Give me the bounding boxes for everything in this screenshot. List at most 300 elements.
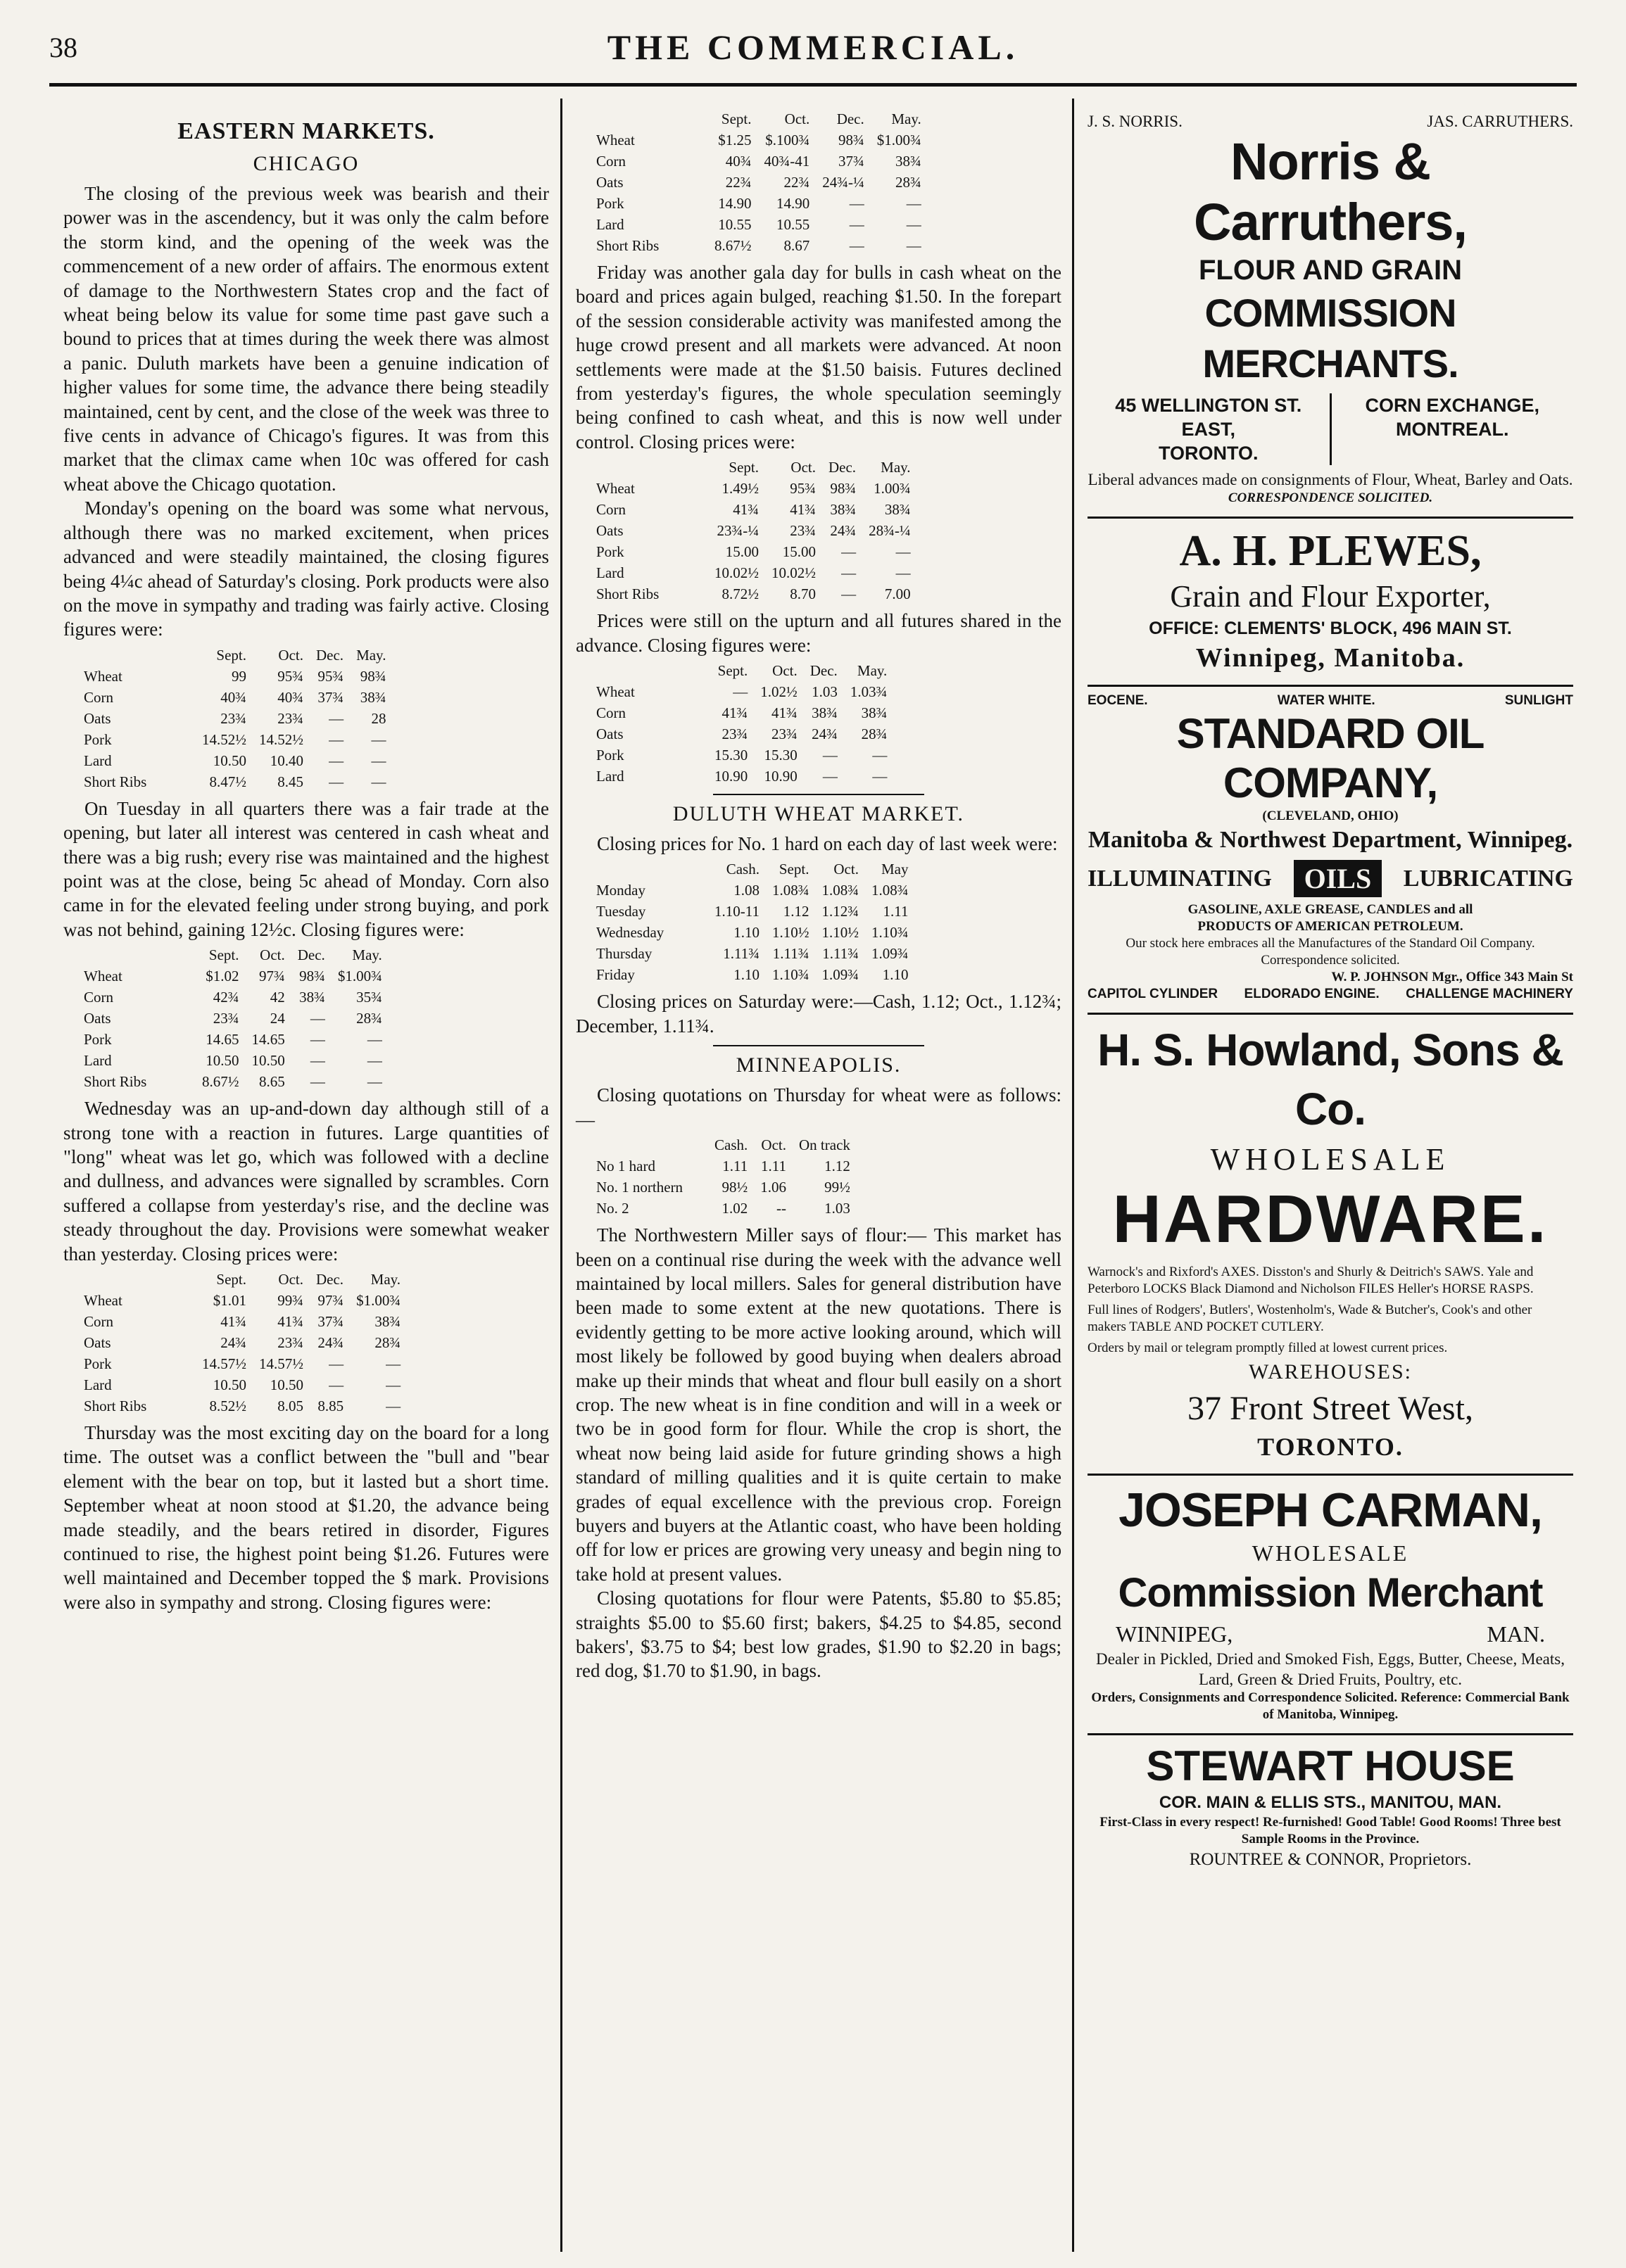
commodity-cell: Wheat: [84, 968, 122, 985]
ad-plewes: [1088, 519, 1573, 687]
ad-body: First-Class in every respect! Re-furnished! Good Table! Good Rooms! Three best Sample Rooms in the Province.: [1099, 1815, 1561, 1846]
price-cell: 8.05: [277, 1398, 303, 1414]
paragraph: The closing of the previous week was bearish and their power was in the ascendency, but it was only the calm before the storm kind, and the opening of the week was the commencement of a new order of affairs. The enormous extent of damage to the Northwestern States crop and the fact of wheat being below its value for some time past gave such a bound to prices that at times during the week there was almost a panic. Duluth markets have been a genuine indication of higher values for some time, the advance there being steadily maintained, cent by cent, and the close of the week was three to five cents in advance of Chicago's figures. It was from this market that the climax came when 10c was offered for cash wheat above the Chicago quotation.: [63, 183, 549, 495]
price-cell: 1.10-11: [714, 903, 760, 920]
table-row: [590, 193, 928, 214]
price-cell: 1.03: [812, 683, 838, 701]
table-row: [77, 687, 392, 708]
montreal-address: [1332, 393, 1574, 465]
table-row: [77, 1311, 407, 1332]
page-number: 38: [49, 32, 77, 63]
price-cell: 23¾: [790, 522, 816, 540]
price-cell: $1.00¾: [356, 1292, 401, 1309]
price-cell: —: [733, 683, 748, 701]
table-header-row: [590, 457, 917, 478]
price-cell: —: [329, 1355, 344, 1372]
toronto-address: [1088, 393, 1332, 465]
price-cell: —: [895, 543, 911, 561]
ad-title: Norris & Carruthers,: [1194, 132, 1467, 251]
table-row: [590, 723, 893, 745]
paragraph: Prices were still on the upturn and all futures shared in the advance. Closing figures were:: [576, 610, 1061, 656]
ad-line: Orders by mail or telegram promptly filled at lowest current prices.: [1088, 1341, 1448, 1355]
column-header: [77, 1269, 196, 1290]
column-header: Cash.: [714, 1136, 748, 1154]
province-label: MAN.: [1487, 1621, 1545, 1647]
price-cell: 28¾: [356, 1010, 382, 1027]
column-header: Oct.: [790, 459, 816, 476]
commodity-cell: Short Ribs: [84, 1398, 147, 1414]
table-row: [77, 771, 392, 792]
paragraph: On Tuesday in all quarters there was a fair trade at the opening, but later all interest was centered in cash wheat and there was a big rush; every rise was maintained and the highest point was at the close, being 5c ahead of Monday. Corn also came in for the elevated feeling under strong buying, and pork was not behind, gaining 12½c. Closing figures were:: [63, 797, 549, 940]
price-cell: —: [822, 747, 838, 764]
column-header: Dec.: [809, 662, 838, 680]
column-header: Sept.: [717, 662, 748, 680]
price-cell: 14.52½: [259, 730, 303, 748]
table-row: [590, 1177, 857, 1198]
column-header: [590, 660, 708, 681]
column-header: May: [881, 861, 909, 878]
price-cell: 98¾: [360, 667, 386, 685]
oil-banner: [1088, 860, 1573, 897]
price-cell: 37¾: [317, 688, 344, 706]
price-cell: 1.10¾: [871, 924, 909, 942]
price-cell: —: [906, 237, 921, 254]
commodity-cell: Pork: [84, 730, 112, 748]
price-cell: 1.03¾: [850, 683, 888, 701]
column-header: [77, 645, 196, 666]
table-header-row: [590, 1134, 857, 1155]
price-cell: 1.10½: [771, 924, 809, 942]
paragraph: Closing prices on Saturday were:—Cash, 1.12; Oct., 1.12¾; December, 1.11¾.: [576, 991, 1061, 1037]
price-cell: 98½: [721, 1179, 748, 1196]
price-cell: 10.50: [270, 1376, 303, 1393]
partner-left: J. S. NORRIS.: [1088, 113, 1183, 130]
price-cell: 24: [270, 1010, 285, 1027]
price-cell: 38¾: [812, 704, 838, 722]
brand-label: CAPITOL CYLINDER: [1088, 987, 1218, 1001]
price-cell: —: [906, 195, 921, 212]
commodity-cell: Lard: [84, 1052, 112, 1070]
ad-headline: Commission Merchant: [1118, 1570, 1543, 1616]
ad-manager: W. P. JOHNSON Mgr., Office 343 Main St: [1331, 970, 1573, 984]
commodity-cell: No 1 hard: [596, 1158, 655, 1175]
grade-label: SUNLIGHT: [1504, 693, 1573, 708]
paragraph: Closing quotations on Thursday for wheat were as follows:—: [576, 1084, 1061, 1130]
price-cell: 8.85: [317, 1398, 344, 1414]
price-cell: 38¾: [299, 989, 325, 1006]
ad-city: TORONTO.: [1257, 1433, 1404, 1461]
table-header-row: [77, 944, 389, 965]
price-cell: —: [822, 768, 838, 785]
price-cell: 1.08¾: [821, 882, 859, 899]
table-row: [590, 702, 893, 723]
column-header: [590, 1134, 708, 1155]
price-table: [590, 108, 928, 256]
column-header: Sept.: [216, 1271, 246, 1288]
price-cell: 37¾: [317, 1313, 344, 1330]
price-cell: 28¾-¼: [869, 522, 911, 540]
ad-title: A. H. PLEWES,: [1179, 527, 1482, 575]
table-row: [590, 880, 914, 901]
commodity-cell: Friday: [596, 966, 635, 984]
price-table: [77, 1269, 407, 1417]
price-cell: 23¾: [277, 709, 303, 727]
price-cell: 38¾: [884, 501, 911, 519]
price-cell: 1.06: [760, 1179, 786, 1196]
ad-reference: Orders, Consignments and Correspondence Solicited. Reference: Commercial Bank of Manitoba, Winnipeg.: [1091, 1690, 1570, 1722]
illuminating-label: ILLUMINATING: [1088, 865, 1272, 892]
commodity-cell: Lard: [84, 1376, 112, 1393]
price-cell: 1.11¾: [772, 945, 809, 963]
partner-right: JAS. CARRUTHERS.: [1427, 113, 1573, 130]
price-cell: 1.02½: [760, 683, 798, 701]
column-header: May.: [356, 646, 386, 664]
commodity-cell: Oats: [84, 1334, 111, 1351]
price-cell: 8.65: [259, 1073, 285, 1091]
column-rule-1: [560, 99, 562, 2252]
table-row: [590, 172, 928, 193]
commodity-cell: Corn: [84, 688, 113, 706]
price-cell: —: [906, 216, 921, 233]
column-header: Sept.: [208, 946, 239, 964]
price-cell: 23¾-¼: [717, 522, 759, 540]
column-header: Dec.: [316, 1271, 344, 1288]
column-header: May.: [857, 662, 888, 680]
table-row: [590, 520, 917, 541]
ad-dept: Manitoba & Northwest Department, Winnipeg.: [1088, 827, 1573, 853]
column-header: Oct.: [278, 646, 303, 664]
column-header: May.: [370, 1271, 401, 1288]
ad-title: STEWART HOUSE: [1146, 1742, 1515, 1789]
price-cell: 8.67: [783, 237, 810, 254]
price-cell: 10.55: [776, 216, 810, 233]
table-row: [590, 151, 928, 172]
chicago-subheading: CHICAGO: [253, 152, 360, 175]
price-cell: —: [841, 585, 857, 603]
price-cell: 99¾: [277, 1292, 303, 1309]
ad-location: [1088, 1619, 1573, 1649]
price-cell: --: [776, 1200, 786, 1217]
price-cell: —: [329, 730, 344, 748]
section-rule: [713, 1045, 924, 1046]
ad-joseph-carman: [1088, 1476, 1573, 1735]
price-cell: 42: [270, 989, 285, 1006]
ad-headline: HARDWARE.: [1112, 1181, 1549, 1257]
column-rule-2: [1072, 99, 1074, 2252]
city-label: WINNIPEG,: [1116, 1621, 1233, 1647]
addresses: [1088, 393, 1573, 465]
table-row: [590, 214, 928, 235]
table-header-row: [77, 1269, 407, 1290]
price-cell: 95¾: [790, 480, 816, 498]
commodity-cell: No. 1 northern: [596, 1179, 683, 1196]
price-cell: 10.90: [714, 768, 748, 785]
table-row: [77, 1332, 407, 1353]
ad-title: H. S. Howland, Sons & Co.: [1097, 1025, 1563, 1134]
commodity-cell: Oats: [596, 726, 624, 743]
price-cell: 23¾: [771, 726, 798, 743]
table-row: [590, 766, 893, 787]
price-cell: 1.09¾: [871, 945, 909, 963]
price-table: [77, 944, 389, 1092]
table-row: [590, 1155, 857, 1177]
table-row: [590, 745, 893, 766]
table-row: [590, 562, 917, 583]
column-header: May.: [352, 946, 382, 964]
ad-place: (CLEVELAND, OHIO): [1262, 809, 1399, 823]
price-cell: 35¾: [356, 989, 382, 1006]
price-cell: 1.10½: [821, 924, 859, 942]
price-cell: 22¾: [725, 174, 752, 191]
paragraph: Thursday was the most exciting day on the board for a long time. The outset was a conflict between the "bull and "bear element with the bear on top, but it lasted but a short time. September wheat at noon stood at $1.20, the advance being made steadily, and the bears retired in disorder, Figures continued to rise, the highest point being $1.26. Futures were well maintained and December topped the $ mark. Provisions were also in sympathy and strong. Closing figures were:: [63, 1422, 549, 1613]
column-header: Cash.: [726, 861, 760, 878]
table-row: [590, 583, 917, 604]
price-cell: 99: [232, 667, 246, 685]
commodity-cell: Pork: [84, 1355, 112, 1372]
price-cell: 40¾-41: [764, 153, 810, 170]
price-cell: 37¾: [838, 153, 864, 170]
column-header: Sept.: [729, 459, 759, 476]
address-line: CORN EXCHANGE,: [1365, 395, 1540, 416]
ad-subtitle: WHOLESALE: [1210, 1142, 1451, 1177]
price-cell: 10.02½: [714, 564, 759, 582]
paragraph: The Northwestern Miller says of flour:— This market has been on a continual rise during the week with the advance well maintained by local millers. Sales for general distribution have been made to some extent at the new quotations. There is evidently getting to be more active looking around, which will most likely be followed by good buying when dealers abroad make up their minds that wheat and flour bull easily on a short crop. The new wheat is in fine condition and will in a week or two be in good form for flour. While the crop is short, the wheat now being laid aside for future grinding shows a high standard of milling qualities and it is quite certain to make grades of equal excellence with the previous crop. Foreign buyers and buyers at the Atlantic coast, who have been holding off for low er prices are growing very uneasy and begin ning to take hold at present values.: [576, 1224, 1061, 1585]
price-cell: —: [329, 1376, 344, 1393]
price-cell: 22¾: [783, 174, 810, 191]
ad-note: CORRESPONDENCE SOLICITED.: [1228, 490, 1433, 505]
commodity-cell: Pork: [84, 1031, 112, 1049]
ad-proprietors: ROUNTREE & CONNOR, Proprietors.: [1189, 1850, 1472, 1869]
price-cell: 8.70: [790, 585, 816, 603]
table-row: [590, 943, 914, 964]
commodity-cell: Short Ribs: [84, 773, 147, 790]
paragraph: Wednesday was an up-and-down day although still of a strong tone with a reaction in futures. Large quantities of "long" wheat was let go, which was followed with a decline and dullness, and advances were signalled by scrambles. Corn suffered a collapse from yesterday's rise, and the decline was steady throughout the day. Provisions were somewhat weaker than yesterday. Closing prices were:: [63, 1098, 549, 1265]
price-cell: —: [367, 1052, 382, 1070]
column-header: Sept.: [721, 110, 752, 127]
commodity-cell: Corn: [596, 153, 626, 170]
column-header: Sept.: [216, 646, 246, 664]
brand-label: CHALLENGE MACHINERY: [1406, 987, 1573, 1001]
table-row: [77, 1353, 407, 1374]
price-cell: 10.02½: [771, 564, 816, 582]
oils-logo: OILS: [1294, 860, 1382, 897]
table-row: [77, 750, 392, 771]
commodity-cell: Corn: [84, 989, 113, 1006]
section-rule: [713, 794, 924, 795]
price-cell: —: [895, 564, 911, 582]
masthead-rule: [49, 83, 1577, 87]
price-cell: 14.52½: [202, 730, 246, 748]
price-cell: —: [329, 752, 344, 769]
partners-line: [1088, 111, 1573, 132]
price-cell: 24¾: [830, 522, 857, 540]
ad-norris-carruthers: [1088, 106, 1573, 519]
price-cell: 7.00: [884, 585, 911, 603]
ad-body: Dealer in Pickled, Dried and Smoked Fish, Eggs, Butter, Cheese, Meats, Lard, Green & Dried Fruits, Poultry, etc.: [1096, 1650, 1565, 1688]
ad-line: GASOLINE, AXLE GREASE, CANDLES and all: [1187, 902, 1473, 917]
price-cell: 1.11: [761, 1158, 786, 1175]
address-line: TORONTO.: [1158, 443, 1259, 464]
price-cell: 38¾: [861, 704, 888, 722]
column-header: May.: [891, 110, 921, 127]
price-cell: 8.47½: [209, 773, 246, 790]
commodity-cell: Oats: [596, 522, 624, 540]
price-cell: —: [872, 747, 888, 764]
price-cell: $1.00¾: [876, 132, 921, 148]
price-cell: 1.08¾: [871, 882, 909, 899]
commodity-cell: Corn: [596, 704, 626, 722]
price-cell: 99½: [824, 1179, 850, 1196]
price-cell: 1.02: [721, 1200, 748, 1217]
commodity-cell: Monday: [596, 882, 645, 899]
column-2: [576, 106, 1061, 1683]
price-cell: 95¾: [317, 667, 344, 685]
price-cell: 41¾: [790, 501, 816, 519]
price-cell: 10.40: [270, 752, 303, 769]
price-cell: 1.10¾: [771, 966, 809, 984]
price-cell: 8.67½: [714, 237, 752, 254]
table-header-row: [590, 660, 893, 681]
column-header: Dec.: [836, 110, 864, 127]
table-row: [590, 1198, 857, 1219]
price-cell: 14.65: [206, 1031, 239, 1049]
price-cell: 23¾: [277, 1334, 303, 1351]
price-cell: 1.12¾: [821, 903, 859, 920]
ad-office: OFFICE: CLEMENTS' BLOCK, 496 MAIN ST.: [1149, 619, 1512, 638]
commodity-cell: Wheat: [84, 1292, 122, 1309]
price-cell: 24¾-¼: [822, 174, 864, 191]
oil-brands: [1088, 986, 1573, 1003]
price-cell: 15.00: [725, 543, 759, 561]
price-cell: 15.30: [764, 747, 798, 764]
price-table: [590, 457, 917, 604]
table-header-row: [590, 859, 914, 880]
price-cell: 40¾: [220, 688, 246, 706]
price-cell: 28¾: [374, 1334, 401, 1351]
ad-subtitle: WHOLESALE: [1252, 1540, 1409, 1566]
price-cell: —: [386, 1355, 401, 1372]
price-cell: 14.57½: [259, 1355, 303, 1372]
column-header: May.: [881, 459, 911, 476]
commodity-cell: Corn: [84, 1313, 113, 1330]
address-line: 45 WELLINGTON ST. EAST,: [1115, 395, 1302, 440]
price-cell: 41¾: [277, 1313, 303, 1330]
column-header: [590, 457, 708, 478]
column-header: Oct.: [772, 662, 798, 680]
table-row: [77, 729, 392, 750]
price-cell: 1.11: [883, 903, 909, 920]
ad-headline: COMMISSION MERCHANTS.: [1202, 291, 1458, 386]
price-cell: 40¾: [277, 688, 303, 706]
column-header: Oct.: [761, 1136, 786, 1154]
commodity-cell: Lard: [596, 564, 624, 582]
price-cell: —: [310, 1073, 325, 1091]
price-cell: 8.52½: [209, 1398, 246, 1414]
price-cell: 41¾: [721, 704, 748, 722]
price-cell: 1.11¾: [723, 945, 760, 963]
price-cell: 23¾: [213, 1010, 239, 1027]
column-header: Dec.: [828, 459, 857, 476]
ad-line: PRODUCTS OF AMERICAN PETROLEUM.: [1197, 919, 1463, 934]
price-cell: —: [841, 564, 857, 582]
table-row: [590, 499, 917, 520]
price-cell: 10.50: [213, 752, 246, 769]
price-cell: $.100¾: [765, 132, 810, 148]
commodity-cell: Oats: [596, 174, 624, 191]
price-cell: 24¾: [812, 726, 838, 743]
price-cell: 1.08: [733, 882, 760, 899]
price-cell: —: [371, 752, 386, 769]
commodity-cell: Wheat: [84, 667, 122, 685]
table-row: [77, 987, 389, 1008]
price-cell: —: [849, 195, 864, 212]
price-cell: 1.03: [824, 1200, 850, 1217]
commodity-cell: Oats: [84, 1010, 111, 1027]
column-header: [590, 859, 708, 880]
price-cell: —: [872, 768, 888, 785]
price-cell: 14.90: [776, 195, 810, 212]
price-cell: 41¾: [771, 704, 798, 722]
column-header: Oct.: [278, 1271, 303, 1288]
price-cell: 1.08¾: [771, 882, 809, 899]
price-cell: $1.02: [206, 968, 239, 985]
price-cell: $1.01: [213, 1292, 246, 1309]
price-cell: 14.65: [251, 1031, 285, 1049]
price-cell: —: [310, 1031, 325, 1049]
price-cell: 41¾: [220, 1313, 246, 1330]
table-row: [590, 922, 914, 943]
price-cell: 38¾: [374, 1313, 401, 1330]
price-cell: —: [367, 1073, 382, 1091]
column-header: Oct.: [833, 861, 859, 878]
eastern-markets-heading: EASTERN MARKETS.: [177, 118, 435, 144]
ad-city: Winnipeg, Manitoba.: [1195, 643, 1466, 673]
table-row: [590, 681, 893, 702]
table-row: [77, 666, 392, 687]
address-line: MONTREAL.: [1396, 419, 1509, 440]
commodity-cell: No. 2: [596, 1200, 629, 1217]
lubricating-label: LUBRICATING: [1403, 865, 1573, 892]
ad-line: Warnock's and Rixford's AXES. Disston's and Shurly & Deitrich's SAWS. Yale and Peterboro LOCKS Black Diamond and Nicholson FILES Heller's HORSE RASPS.: [1088, 1265, 1534, 1296]
commodity-cell: Wheat: [596, 480, 635, 498]
price-cell: 1.49½: [721, 480, 759, 498]
price-cell: 24¾: [317, 1334, 344, 1351]
price-cell: 98¾: [299, 968, 325, 985]
price-cell: —: [386, 1376, 401, 1393]
price-cell: —: [310, 1010, 325, 1027]
price-cell: 38¾: [830, 501, 857, 519]
price-table: [77, 645, 392, 792]
commodity-cell: Short Ribs: [596, 585, 660, 603]
price-cell: 1.11: [722, 1158, 748, 1175]
price-cell: 28¾: [861, 726, 888, 743]
table-row: [77, 965, 389, 987]
price-cell: 38¾: [360, 688, 386, 706]
commodity-cell: Pork: [596, 543, 624, 561]
commodity-cell: Short Ribs: [84, 1073, 147, 1091]
commodity-cell: Lard: [596, 216, 624, 233]
ad-address: 37 Front Street West,: [1187, 1390, 1473, 1427]
price-cell: 10.50: [213, 1376, 246, 1393]
price-cell: —: [371, 773, 386, 790]
price-cell: 28: [371, 709, 386, 727]
commodity-cell: Wheat: [596, 683, 635, 701]
price-cell: 24¾: [220, 1334, 246, 1351]
ad-subtitle: FLOUR AND GRAIN: [1198, 255, 1463, 286]
table-row: [77, 1008, 389, 1029]
price-cell: 1.11¾: [822, 945, 859, 963]
price-cell: 8.45: [277, 773, 303, 790]
